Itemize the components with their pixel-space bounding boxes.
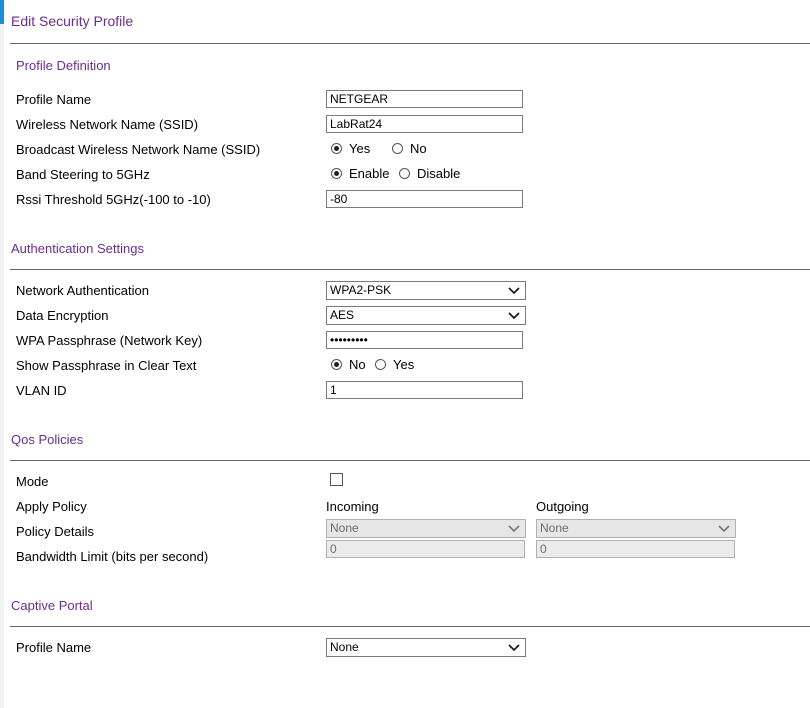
vlan-id-label: VLAN ID [16, 383, 67, 398]
section-profile-definition: Profile Definition [16, 58, 111, 73]
section-captive-portal: Captive Portal [11, 598, 93, 613]
band-enable-label: Enable [349, 166, 390, 181]
vlan-id-input[interactable]: 1 [326, 381, 523, 399]
mode-checkbox[interactable] [330, 473, 343, 486]
data-encryption-select[interactable] [326, 306, 526, 325]
network-auth-label: Network Authentication [16, 283, 149, 298]
band-enable-radio[interactable] [331, 166, 389, 181]
divider [10, 269, 810, 270]
network-auth-value: WPA2-PSK [330, 283, 392, 297]
chevron-down-icon [507, 308, 521, 322]
data-encryption-value: AES [330, 308, 355, 322]
mode-label: Mode [16, 474, 49, 489]
passphrase-input[interactable]: ••••••••• [326, 331, 523, 349]
radio-unselected-icon [375, 359, 386, 370]
bandwidth-limit-label: Bandwidth Limit (bits per second) [16, 549, 209, 564]
ssid-input[interactable]: LabRat24 [326, 115, 523, 133]
broadcast-yes-label: Yes [349, 141, 371, 156]
chevron-down-icon [507, 521, 521, 535]
divider [10, 460, 810, 461]
profile-name-label: Profile Name [16, 92, 92, 107]
rssi-threshold-input[interactable]: -80 [326, 190, 523, 208]
divider [10, 626, 810, 627]
radio-selected-icon [331, 168, 342, 179]
broadcast-yes-radio[interactable] [331, 141, 370, 156]
radio-unselected-icon [392, 143, 403, 154]
radio-selected-icon [331, 143, 342, 154]
show-passphrase-yes-radio[interactable] [375, 357, 414, 372]
outgoing-policy-select[interactable] [536, 519, 736, 538]
outgoing-bandwidth-input[interactable]: 0 [536, 540, 735, 558]
broadcast-ssid-label: Broadcast Wireless Network Name (SSID) [16, 142, 261, 157]
broadcast-no-label: No [410, 141, 427, 156]
chevron-down-icon [507, 640, 521, 654]
captive-profile-value: None [330, 640, 359, 654]
band-disable-label: Disable [417, 166, 461, 181]
section-authentication: Authentication Settings [11, 241, 144, 256]
data-encryption-label: Data Encryption [16, 308, 109, 323]
section-qos: Qos Policies [11, 432, 84, 447]
captive-profile-select[interactable] [326, 638, 526, 657]
show-passphrase-no-label: No [349, 357, 366, 372]
policy-details-label: Policy Details [16, 524, 95, 539]
active-tab-indicator [0, 0, 4, 24]
incoming-bandwidth-input[interactable]: 0 [326, 540, 525, 558]
radio-unselected-icon [399, 168, 410, 179]
chevron-down-icon [717, 521, 731, 535]
rssi-threshold-label: Rssi Threshold 5GHz(-100 to -10) [16, 192, 211, 207]
radio-selected-icon [331, 359, 342, 370]
ssid-label: Wireless Network Name (SSID) [16, 117, 199, 132]
band-disable-radio[interactable] [399, 166, 460, 181]
show-passphrase-yes-label: Yes [393, 357, 415, 372]
incoming-policy-value: None [330, 521, 359, 535]
chevron-down-icon [507, 283, 521, 297]
passphrase-label: WPA Passphrase (Network Key) [16, 333, 203, 348]
outgoing-column-header: Outgoing [536, 499, 589, 514]
left-edge [0, 0, 4, 708]
apply-policy-label: Apply Policy [16, 499, 87, 514]
incoming-policy-select[interactable] [326, 519, 526, 538]
incoming-column-header: Incoming [326, 499, 379, 514]
page-title: Edit Security Profile [11, 13, 134, 29]
profile-name-input[interactable]: NETGEAR [326, 90, 523, 108]
show-passphrase-no-radio[interactable] [331, 357, 366, 372]
captive-profile-name-label: Profile Name [16, 640, 92, 655]
network-auth-select[interactable] [326, 281, 526, 300]
outgoing-policy-value: None [540, 521, 569, 535]
broadcast-no-radio[interactable] [392, 141, 427, 156]
show-passphrase-label: Show Passphrase in Clear Text [16, 358, 197, 373]
divider [10, 43, 810, 44]
band-steering-label: Band Steering to 5GHz [16, 167, 150, 182]
